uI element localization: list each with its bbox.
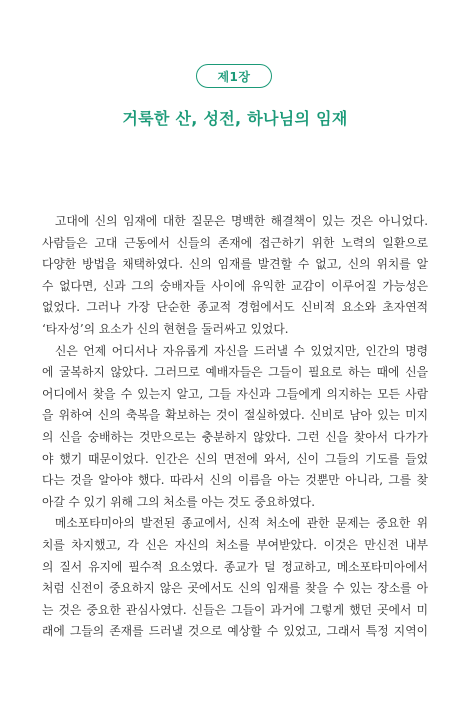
text-line: 야 했기 때문이었다. 인간은 신의 면전에 와서, 신이 그들의 기도를 들었 [42,451,428,466]
chapter-number-badge [196,64,272,88]
text-line: 는 것은 중요한 관심사였다. 신들은 그들이 과거에 그렇게 했던 곳에서 미 [42,602,428,617]
text-line: ‘타자성’의 요소가 신의 현현을 둘러싸고 있었다. [42,321,289,336]
text-line: 아갈 수 있기 위해 그의 처소를 아는 것도 중요하였다. [42,494,316,509]
text-line: 래에 그들의 존재를 드러낼 것으로 예상할 수 있었고, 그래서 특정 지역이 [42,624,428,639]
text-line: 의 질서 유지에 필수적 요소였다. 종교가 덜 정교하고, 메소포타미아에서 [42,559,428,574]
text-line: 처럼 신전이 중요하지 않은 곳에서도 신의 임재를 찾을 수 있는 장소를 아 [42,581,428,596]
text-line: 사람들은 고대 근동에서 신들의 존재에 접근하기 위한 노력의 일환으로 [42,235,428,250]
body-text [42,211,428,643]
text-line: 에 굴복하지 않았다. 그러므로 예배자들은 그들이 필요로 하는 때에 신을 [42,365,428,380]
text-line: 없었다. 그러나 가장 단순한 종교적 경험에서도 신비적 요소와 초자연적 [42,300,428,315]
text-line: 의 신을 숭배하는 것만으로는 충분하지 않았다. 그런 신을 찾아서 다가가 [42,429,428,444]
text-line: 다는 것을 알아야 했다. 따라서 신의 이름을 아는 것뿐만 아니라, 그를 찾 [42,473,428,488]
text-line: 다양한 방법을 채택하였다. 신의 임재를 발견할 수 없고, 신의 위치를 알 [42,257,428,272]
text-line: 어디에서 찾을 수 있는지 알고, 그들 자신과 그들에게 의지하는 모든 사람 [42,386,428,401]
chapter-number-label: 제1장 [217,69,251,84]
text-line: 고대에 신의 임재에 대한 질문은 명백한 해결책이 있는 것은 아니었다. [55,214,428,228]
text-line: 을 위하여 신의 축복을 확보하는 것이 절실하였다. 신비로 남아 있는 미지 [42,408,428,423]
text-line: 신은 언제 어디서나 자유롭게 자신을 드러낼 수 있었지만, 인간의 명령 [55,343,428,358]
text-line: 수 없다면, 신과 그의 숭배자들 사이에 유익한 교감이 이루어질 가능성은 [42,278,428,293]
chapter-title: 거룩한 산, 성전, 하나님의 임재 [122,109,348,128]
text-line: 치를 차지했고, 각 신은 자신의 처소를 부여받았다. 이것은 만신전 내부 [42,537,428,552]
text-line: 메소포타미아의 발전된 종교에서, 신적 처소에 관한 문제는 중요한 위 [55,516,428,531]
